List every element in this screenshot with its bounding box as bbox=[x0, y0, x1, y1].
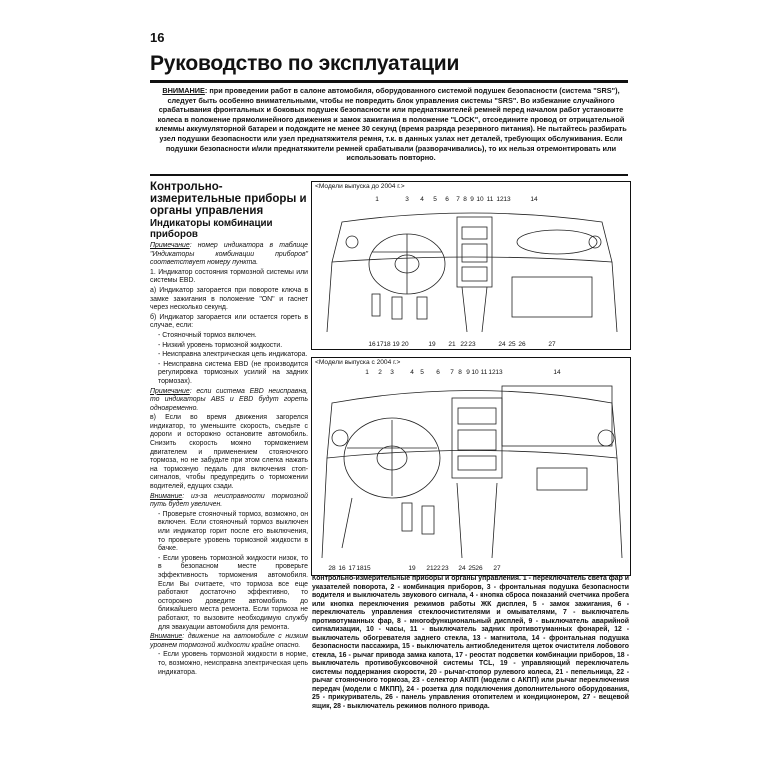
bullet-2: - Низкий уровень тормозной жидкости. bbox=[158, 341, 283, 349]
figure-1-bottom-callout-4: 19 bbox=[392, 341, 400, 348]
figure-1-top-callout-2: 3 bbox=[405, 196, 409, 203]
figure-1-top-callout-5: 6 bbox=[445, 196, 449, 203]
note-2-label: Примечание bbox=[150, 387, 190, 395]
figure-2-top-callout-6: 6 bbox=[436, 369, 440, 376]
figure-2-bottom-callout-2: 16 bbox=[338, 565, 346, 572]
figure-2-top-callout-5: 5 bbox=[420, 369, 424, 376]
warning-label: ВНИМАНИЕ bbox=[162, 86, 205, 95]
figure-2-top-callout-3: 3 bbox=[390, 369, 394, 376]
figure-1-bottom-callout-10: 24 bbox=[498, 341, 506, 348]
figure-2-top-callout-9: 9 bbox=[466, 369, 470, 376]
figure-2-top-callout-1: 1 bbox=[365, 369, 369, 376]
figure-caption: Контрольно-измерительные приборы и органы управления. 1 - переключатель света фар и указателей поворота, 2 - комбинация приборов, 3 - фронтальная подушка безопасности водителя и выключатель звукового сигнала, 4 - кнопка сброса показаний счетчика пробега или кнопка переключения режимов работы ЖК дисплея, 5 - замок зажигания, 6 - переключатель управления стеклоочистителями и омывателями, 7 - выключатель противотуманных фар, 8 - многофункциональный дисплей, 9 - выключатель аварийной сигнализации, 10 - часы, 11 - выключатель задних противотуманных фонарей, 12 - выключатель обогревателя заднего стекла, 13 - магнитола, 14 - фронтальная подушка безопасности пассажира, 15 - выключатель антиобледенителя щеток очистителя лобового стекла, 16 - рычаг привода замка капота, 17 - реостат подсветки комбинации приборов, 18 - выключатель противобуксовочной системы TCL, 19 - управляющий переключатель системы поддержания скорости, 20 - рычаг-стопор рулевого колеса, 21 - пепельница, 22 - рычаг стояночного тормоза, 23 - селектор АКПП (модели с АКПП) или рычаг переключения передач (модели с МКПП), 24 - розетка для подключения дополнительного оборудования, 25 - прикуриватель, 26 - панель управления отопителем и кондиционером, 27 - вещевой ящик, 28 - выключатель режимов полного привода. bbox=[312, 575, 629, 710]
dashboard-drawing-post-2004 bbox=[312, 358, 630, 575]
bullet-3: - Неисправна электрическая цепь индикатора. bbox=[158, 351, 308, 359]
figure-1-top-callout-8: 9 bbox=[470, 196, 474, 203]
figure-2-top-callout-12: 12 bbox=[488, 369, 496, 376]
paragraph-3: б) Индикатор загорается или остается гореть в случае, если: bbox=[150, 313, 308, 330]
figure-2-top-callout-8: 8 bbox=[458, 369, 462, 376]
figure-1-bottom-callout-7: 21 bbox=[448, 341, 456, 348]
figure-1-bottom-callout-6: 19 bbox=[428, 341, 436, 348]
page-number: 16 bbox=[150, 30, 165, 45]
figure-1-bottom-callout-12: 26 bbox=[518, 341, 526, 348]
figure-2-bottom-callout-4: 18 bbox=[356, 565, 364, 572]
figure-1-label: <Модели выпуска до 2004 г.> bbox=[315, 183, 405, 190]
warning-block bbox=[152, 86, 630, 163]
figure-1-top-callout-12: 13 bbox=[503, 196, 511, 203]
figure-1-top-callout-11: 12 bbox=[496, 196, 504, 203]
note-2 bbox=[150, 388, 308, 414]
figure-1-bottom-callout-5: 20 bbox=[401, 341, 409, 348]
figure-2-label: <Модели выпуска с 2004 г.> bbox=[315, 359, 401, 366]
figure-1-bottom-callout-11: 25 bbox=[508, 341, 516, 348]
section-subheading: Индикаторы комбинации приборов bbox=[150, 218, 273, 240]
figure-2-top-callout-14: 14 bbox=[553, 369, 561, 376]
paragraph-1: 1. Индикатор состояния тормозной системы или системы EBD. bbox=[150, 268, 308, 285]
warning-text: : при проведении работ в салоне автомобиля, оборудованного системой подушек безопасности (система "SRS"), следует быть особенно внимательными, чтобы не повредить блок управления системы "SRS". Во избежание случайного срабатывания фронтальных и боковых подушек безопасности или преднатяжителей ремней перед началом работ установите колеса в положение прямолинейного движения и замок зажигания в положение "LOCK", отсоедините провод от отрицательной клеммы аккумуляторной батареи и подождите не менее 30 секунд (время разряда резервного питания). Не пытайтесь разбирать узел подушки безопасности или узел преднатяжителя ремня, т.к. в данных узлах нет деталей, требующих обслуживания. Если подушки безопасности и/или преднатяжители ремней срабатывали (разворачивались), то их нельзя отремонтировать или использовать повторно. bbox=[155, 86, 627, 163]
figure-2-bottom-callout-10: 24 bbox=[458, 565, 466, 572]
figure-2-top-callout-7: 7 bbox=[450, 369, 454, 376]
figure-2-bottom-callout-7: 21 bbox=[426, 565, 434, 572]
figure-2-top-callout-4: 4 bbox=[410, 369, 414, 376]
figure-2-bottom-callout-9: 23 bbox=[441, 565, 449, 572]
note-3-label: Внимание bbox=[150, 492, 183, 500]
note-4-label: Внимание bbox=[150, 633, 183, 641]
figure-2-bottom-callout-5: 15 bbox=[363, 565, 371, 572]
warning-rule bbox=[150, 174, 628, 176]
figure-2-bottom-callout-13: 27 bbox=[493, 565, 501, 572]
figure-2-bottom-callout-12: 26 bbox=[475, 565, 483, 572]
figure-1-bottom-callout-2: 17 bbox=[376, 341, 384, 348]
figure-1-top-callout-1: 1 bbox=[375, 196, 379, 203]
figure-1-bottom-callout-3: 18 bbox=[383, 341, 391, 348]
figure-1-bottom-callout-9: 23 bbox=[468, 341, 476, 348]
note-3 bbox=[150, 493, 308, 510]
paragraph-2: а) Индикатор загорается при повороте ключа в замке зажигания в положение "ON" и гаснет через несколько секунд. bbox=[150, 286, 308, 312]
figure-1-bottom-callout-8: 22 bbox=[460, 341, 468, 348]
figure-2-top-callout-13: 13 bbox=[495, 369, 503, 376]
dashboard-drawing-pre-2004 bbox=[312, 182, 630, 349]
figure-2-top-callout-10: 10 bbox=[471, 369, 479, 376]
figure-2-top-callout-2: 2 bbox=[378, 369, 382, 376]
note-3-text: : из-за неисправности тормозной путь будет увеличен. bbox=[150, 492, 308, 509]
figure-1-bottom-callout-13: 27 bbox=[548, 341, 556, 348]
paragraph-4: в) Если во время движения загорелся индикатор, то уменьшите скорость, съедьте с дороги и осторожно остановите автомобиль. Снизить скорость можно торможением двигателем и применением стояночного тормоза, но не забудьте при этом слегка нажать на тормозную педаль для включения стоп-сигналов, чтобы предупредить о торможении водителей, едущих сзади. bbox=[150, 414, 308, 491]
figure-1-top-callout-3: 4 bbox=[420, 196, 424, 203]
figure-1-top-callout-4: 5 bbox=[433, 196, 437, 203]
section-heading: Контрольно-измерительные приборы и органы управления bbox=[150, 181, 307, 217]
page-title: Руководство по эксплуатации bbox=[150, 52, 460, 75]
note-1 bbox=[150, 242, 308, 268]
note-4-text: : движение на автомобиле с низким уровнем тормозной жидкости крайне опасно. bbox=[150, 633, 308, 649]
figure-1-top-callout-9: 10 bbox=[476, 196, 484, 203]
title-rule bbox=[150, 80, 628, 83]
figure-2-bottom-callout-3: 17 bbox=[348, 565, 356, 572]
note-1-label: Примечание bbox=[150, 242, 190, 249]
bullet-5: - Проверьте стояночный тормоз, возможно, он включен. Если стояночный тормоз выключен или индикатор горит после его выключения, то проверьте уровень тормозной жидкости в бачке. bbox=[158, 510, 308, 553]
figure-1-top-callout-6: 7 bbox=[456, 196, 460, 203]
figure-2-bottom-callout-8: 22 bbox=[433, 565, 441, 572]
figure-1-top-callout-7: 8 bbox=[463, 196, 467, 203]
figure-1-bottom-callout-1: 16 bbox=[368, 341, 376, 348]
note-1-text: : номер индикатора в таблице "Индикаторы комбинации приборов" соответствует номеру пункта. bbox=[150, 242, 308, 267]
dashboard-figure-post-2004 bbox=[311, 357, 631, 576]
bullet-7: - Если уровень тормозной жидкости в норме, то, возможно, неисправна электрическая цепь индикатора. bbox=[158, 651, 308, 676]
note-4 bbox=[150, 633, 308, 650]
note-2-text: : если система EBD неисправна, то индикаторы ABS и EBD будут гореть одновременно. bbox=[150, 387, 308, 412]
figure-1-top-callout-10: 11 bbox=[486, 196, 494, 203]
bullet-4: - Неисправна система EBD (не производится регулировка тормозных усилий на задних тормозах). bbox=[158, 360, 308, 385]
bullet-6: - Если уровень тормозной жидкости низок, то в безопасном месте проверьте эффективность торможения автомобиля. Если Вы считаете, что тормоза все еще работают достаточно эффективно, то осторожно доведите автомобиль до ближайшего места ремонта. Если тормоза не работают, то вызовите необходимую службу для эвакуации автомобиля для ремонта. bbox=[158, 554, 308, 631]
left-column bbox=[150, 181, 308, 678]
figure-2-bottom-callout-1: 28 bbox=[328, 565, 336, 572]
bullet-1: - Стояночный тормоз включен. bbox=[158, 331, 257, 339]
figure-1-top-callout-13: 14 bbox=[530, 196, 538, 203]
figure-2-bottom-callout-6: 19 bbox=[408, 565, 416, 572]
figure-2-bottom-callout-11: 25 bbox=[468, 565, 476, 572]
figure-2-top-callout-11: 11 bbox=[480, 369, 488, 376]
dashboard-figure-pre-2004 bbox=[311, 181, 631, 350]
